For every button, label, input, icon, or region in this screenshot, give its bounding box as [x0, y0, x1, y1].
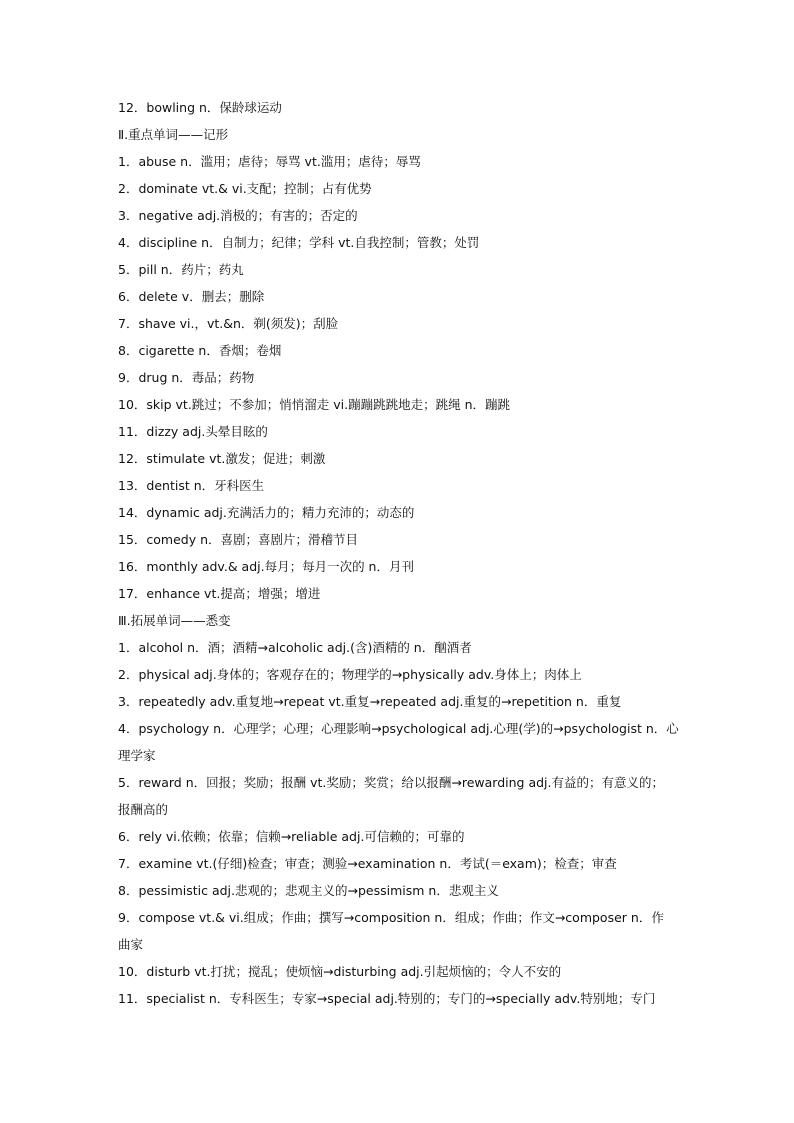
text-line: 12．stimulate vt.激发；促进；刺激 — [118, 451, 326, 466]
text-line: 13．dentist n．牙科医生 — [118, 478, 265, 493]
text-line: 2．physical adj.身体的；客观存在的；物理学的→physically adv.身体上；肉体上 — [118, 667, 582, 682]
text-line: 8．cigarette n．香烟；卷烟 — [118, 343, 282, 358]
text-line: 9．drug n．毒品；药物 — [118, 370, 255, 385]
text-line: 7．examine vt.(仔细)检查；审查；测验→examination n．考试(＝exam)；检查；审查 — [118, 856, 617, 871]
text-line: 10．disturb vt.打扰；搅乱；使烦恼→disturbing adj.引起烦恼的；令人不安的 — [118, 964, 562, 979]
text-line: 6．delete v．删去；删除 — [118, 289, 265, 304]
text-line: 5．reward n．回报；奖励；报酬 vt.奖励；奖赏；给以报酬→rewarding adj.有益的；有意义的； — [118, 775, 664, 790]
text-line: 14．dynamic adj.充满活力的；精力充沛的；动态的 — [118, 505, 415, 520]
text-line: 1．abuse n．滥用；虐待；辱骂 vt.滥用；虐待；辱骂 — [118, 154, 421, 169]
vocabulary-list — [118, 94, 684, 1012]
text-line: 4．discipline n．自制力；纪律；学科 vt.自我控制；管教；处罚 — [118, 235, 480, 250]
text-line: 10．skip vt.跳过；不参加；悄悄溜走 vi.蹦蹦跳跳地走；跳绳 n．蹦跳 — [118, 397, 511, 412]
text-line: 15．comedy n．喜剧；喜剧片；滑稽节目 — [118, 532, 359, 547]
text-line: 11．specialist n．专科医生；专家→special adj.特别的；专门的→specially adv.特别地；专门 — [118, 991, 656, 1006]
text-line: 理学家 — [118, 748, 156, 763]
text-line: 3．negative adj.消极的；有害的；否定的 — [118, 208, 358, 223]
text-line: 11．dizzy adj.头晕目眩的 — [118, 424, 268, 439]
text-line: 曲家 — [118, 937, 144, 952]
text-line: 1．alcohol n．酒；酒精→alcoholic adj.(含)酒精的 n．酗酒者 — [118, 640, 472, 655]
text-line: 2．dominate vt.& vi.支配；控制；占有优势 — [118, 181, 372, 196]
text-line: 8．pessimistic adj.悲观的；悲观主义的→pessimism n．悲观主义 — [118, 883, 499, 898]
text-line: 12．bowling n．保龄球运动 — [118, 100, 282, 115]
text-line: Ⅱ.重点单词——记形 — [118, 127, 229, 142]
text-line: 3．repeatedly adv.重复地→repeat vt.重复→repeated adj.重复的→repetition n．重复 — [118, 694, 622, 709]
text-line: 5．pill n．药片；药丸 — [118, 262, 244, 277]
text-line: 4．psychology n．心理学；心理；心理影响→psychological adj.心理(学)的→psychologist n．心 — [118, 721, 679, 736]
text-line: 7．shave vi.，vt.&n．剃(须发)；刮脸 — [118, 316, 339, 331]
text-line: 9．compose vt.& vi.组成；作曲；撰写→composition n．组成；作曲；作文→composer n．作 — [118, 910, 664, 925]
text-line: 17．enhance vt.提高；增强；增进 — [118, 586, 321, 601]
text-line: 16．monthly adv.& adj.每月；每月一次的 n．月刊 — [118, 559, 414, 574]
text-line: Ⅲ.拓展单词——悉变 — [118, 613, 231, 628]
text-line: 报酬高的 — [118, 802, 169, 817]
text-line: 6．rely vi.依赖；依靠；信赖→reliable adj.可信赖的；可靠的 — [118, 829, 465, 844]
